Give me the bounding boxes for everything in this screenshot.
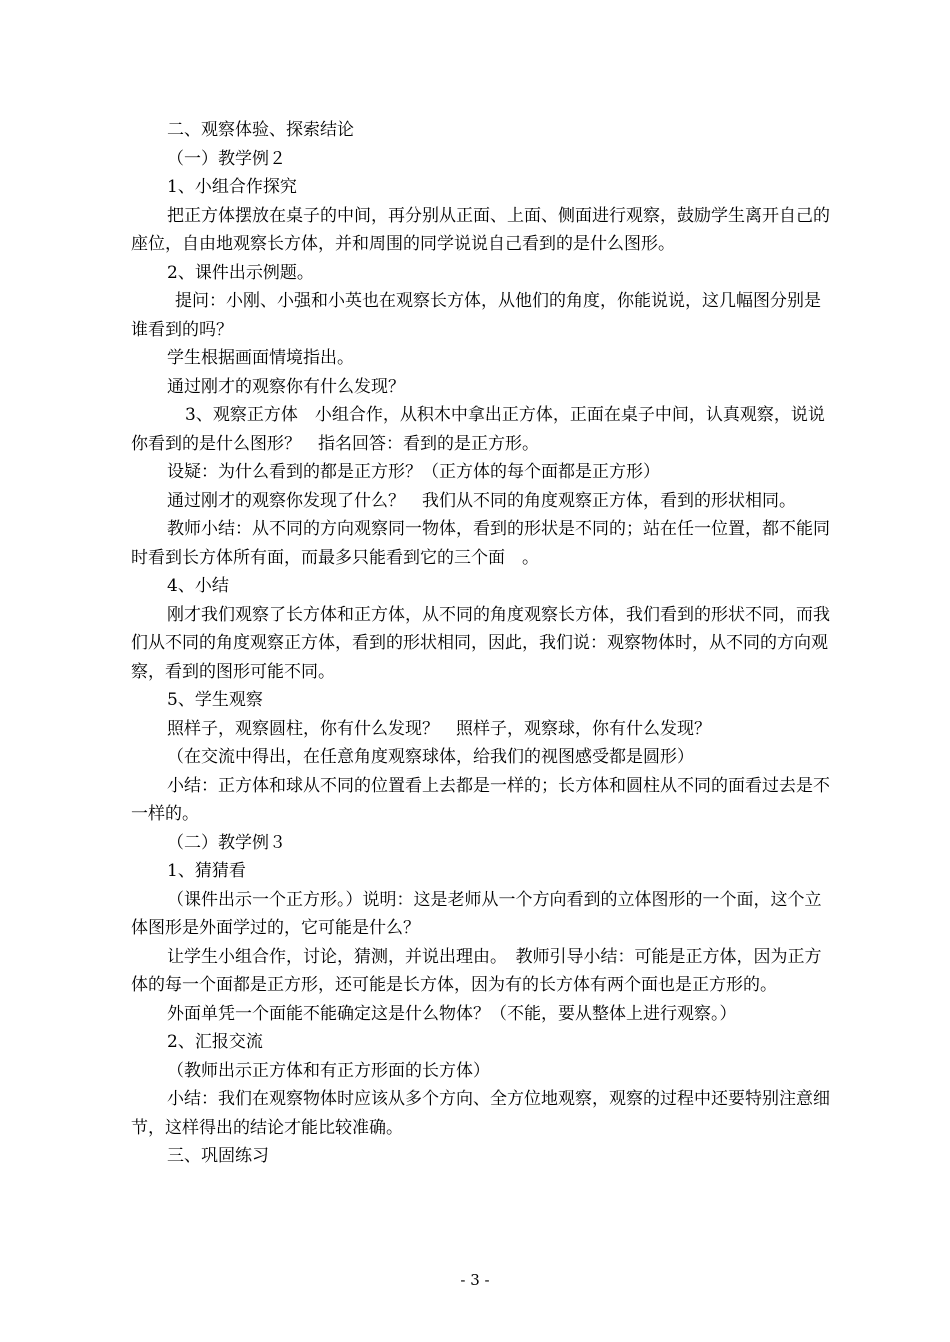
step-heading-courseware: 2、课件出示例题。	[167, 262, 314, 283]
step-heading-report: 2、汇报交流	[167, 1032, 263, 1052]
paragraph: 通过刚才的观察你有什么发现？	[167, 376, 405, 397]
paragraph: （在交流中得出，在任意角度观察球体，给我们的视图感受都是圆形）	[167, 747, 694, 767]
paragraph: （课件出示一个正方形。）说明：这是老师从一个方向看到的立体图形的一个面，这个立体图形是外面学过的，它可能是什么？	[131, 889, 822, 938]
section-heading-practice: 三、巩固练习	[167, 1146, 269, 1166]
paragraph: 外面单凭一个面能不能确定这是什么物体？（不能，要从整体上进行观察。）	[167, 1003, 737, 1024]
step-heading-summary: 4、小结	[167, 576, 229, 596]
paragraph: 让学生小组合作，讨论，猜测，并说出理由。 教师引导小结：可能是正方体，因为正方体的每一个面都是正方形，还可能是长方体，因为有的长方体有两个面也是正方形的。	[131, 946, 822, 995]
section-heading-observe: 二、观察体验、探索结论	[167, 120, 354, 140]
subsection-heading-example-2: （一）教学例２	[167, 148, 286, 169]
paragraph: 学生根据画面情境指出。	[167, 348, 354, 368]
paragraph: 3、观察正方体 小组合作，从积木中拿出正方体，正面在桌子中间，认真观察，说说你看到的是什么图形？ 指名回答：看到的是正方形。	[131, 405, 825, 454]
paragraph: 把正方体摆放在桌子的中间，再分别从正面、上面、侧面进行观察，鼓励学生离开自己的座位，自由地观察长方体，并和周围的同学说说自己看到的是什么图形。	[131, 205, 830, 254]
subsection-heading-example-3: （二）教学例３	[167, 832, 286, 853]
paragraph: 小结：我们在观察物体时应该从多个方向、全方位地观察，观察的过程中还要特别注意细节，这样得出的结论才能比较准确。	[131, 1089, 830, 1138]
paragraph: 小结：正方体和球从不同的位置看上去都是一样的；长方体和圆柱从不同的面看过去是不一样的。	[131, 775, 830, 824]
paragraph: 设疑：为什么看到的都是正方形？（正方体的每个面都是正方形）	[167, 462, 660, 482]
paragraph: 教师小结：从不同的方向观察同一物体，看到的形状是不同的；站在任一位置，都不能同时看到长方体所有面，而最多只能看到它的三个面 。	[131, 519, 830, 568]
paragraph: 照样子，观察圆柱，你有什么发现？ 照样子，观察球，你有什么发现？	[167, 718, 711, 739]
step-heading-group-explore: 1、小组合作探究	[167, 177, 297, 197]
paragraph: （教师出示正方体和有正方形面的长方体）	[167, 1060, 490, 1081]
step-heading-student-observe: 5、学生观察	[167, 690, 263, 710]
paragraph: 提问：小刚、小强和小英也在观察长方体，从他们的角度，你能说说，这几幅图分别是谁看到的吗？	[131, 291, 821, 340]
step-heading-guess: 1、猜猜看	[167, 861, 246, 881]
document-body	[131, 116, 831, 1171]
page-number: - 3 -	[460, 1271, 490, 1289]
paragraph: 刚才我们观察了长方体和正方体，从不同的角度观察长方体，我们看到的形状不同，而我们从不同的角度观察正方体，看到的形状相同，因此，我们说：观察物体时，从不同的方向观察，看到的图形可能不同。	[131, 604, 830, 682]
paragraph: 通过刚才的观察你发现了什么？ 我们从不同的角度观察正方体，看到的形状相同。	[167, 490, 796, 511]
